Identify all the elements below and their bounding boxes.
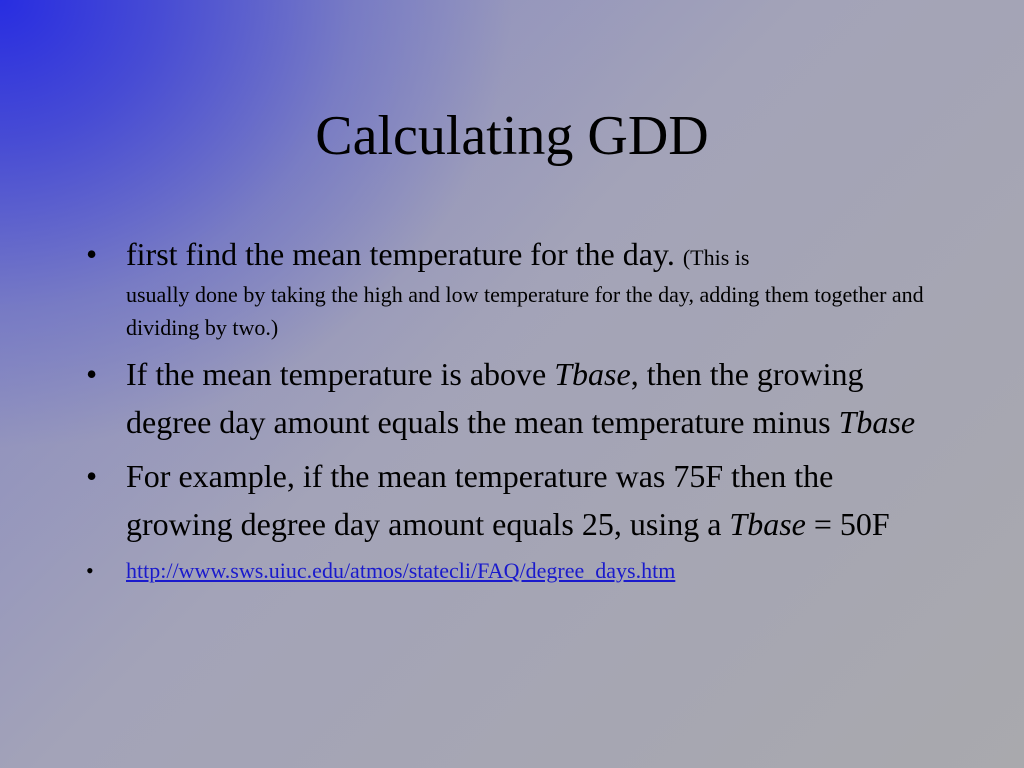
slide-title: Calculating GDD: [315, 105, 709, 167]
bullet-item-example: [84, 452, 934, 548]
bullet-item-link: [84, 554, 934, 588]
bullet-icon: •: [86, 356, 98, 392]
bullet-italic-term: Tbase: [554, 356, 631, 392]
bullet-text: = 50F: [805, 506, 890, 542]
bullet-main-text: first find the mean temperature for the day.: [126, 236, 683, 272]
bullet-note-text: usually done by taking the high and low temperature for the day, adding them together and dividing by two.): [126, 282, 924, 340]
bullet-item-mean-temperature: [84, 230, 934, 344]
bullet-italic-term: Tbase: [838, 404, 916, 440]
bullet-italic-term: Tbase: [729, 506, 806, 542]
bullet-icon: •: [86, 458, 98, 494]
bullet-icon: •: [86, 558, 94, 583]
bullet-text: If the mean temperature is above: [126, 356, 555, 392]
bullet-note-start: (This is: [682, 245, 750, 270]
bullet-list: [84, 230, 934, 594]
reference-link[interactable]: http://www.sws.uiuc.edu/atmos/statecli/FAQ/degree_days.htm: [126, 558, 676, 583]
bullet-icon: •: [86, 236, 98, 272]
bullet-item-tbase-rule: [84, 350, 934, 446]
bullet-text: For example, if the mean temperature was 75F then the growing degree day amount equals 25, using a: [126, 458, 834, 542]
bullet-text: , then the growing degree day amount equals the mean temperature minus: [126, 356, 864, 440]
